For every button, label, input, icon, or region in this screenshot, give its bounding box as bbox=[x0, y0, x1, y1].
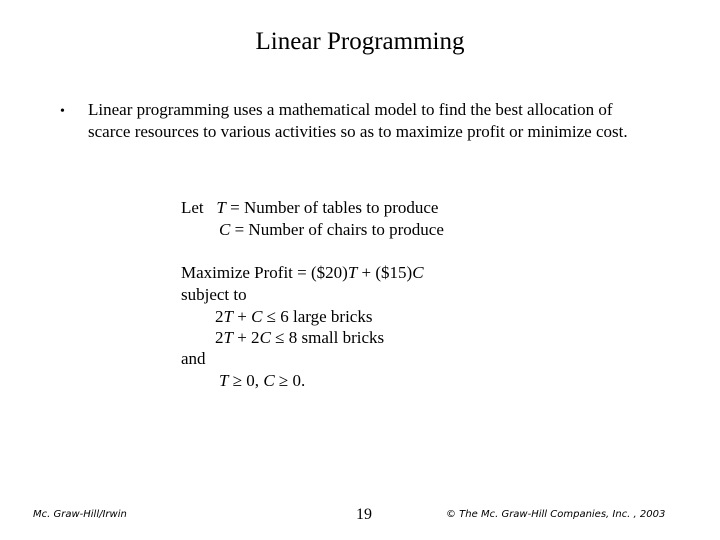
definition-tables bbox=[181, 197, 438, 219]
c2-var-t: T bbox=[223, 328, 233, 347]
c1-rest: ≤ 6 large bricks bbox=[262, 307, 373, 326]
and-label: and bbox=[181, 349, 206, 368]
c1-coef: 2 bbox=[215, 307, 224, 326]
bullet-line-1: Linear programming uses a mathematical model to find the best allocation of bbox=[88, 100, 613, 119]
footer-publisher: Mc. Graw-Hill/Irwin bbox=[33, 509, 127, 520]
c1-var-t: T bbox=[223, 307, 233, 326]
c2-rest: ≤ 8 small bricks bbox=[270, 328, 385, 347]
t-definition: = Number of tables to produce bbox=[225, 198, 439, 217]
subject-to-label: subject to bbox=[181, 285, 247, 304]
nn-var-c: C bbox=[263, 371, 275, 390]
objective-var-t: T bbox=[347, 263, 358, 282]
let-word: Let bbox=[181, 198, 204, 217]
bullet-marker: • bbox=[60, 104, 65, 119]
nonnegativity-constraint bbox=[219, 370, 305, 392]
var-c: C bbox=[219, 220, 231, 239]
objective-function bbox=[181, 262, 424, 284]
c2-coef: 2 bbox=[215, 328, 224, 347]
c1-var-c: C bbox=[251, 307, 263, 326]
var-t: T bbox=[216, 198, 226, 217]
nn-var-t: T bbox=[219, 371, 229, 390]
footer-copyright: © The Mc. Graw-Hill Companies, Inc. , 2003 bbox=[446, 509, 666, 520]
definition-chairs bbox=[219, 219, 444, 241]
objective-mid: + ($15) bbox=[357, 263, 413, 282]
objective-var-c: C bbox=[412, 263, 424, 282]
c1-plus: + bbox=[232, 307, 252, 326]
page-number: 19 bbox=[356, 506, 372, 523]
nn-mid: ≥ 0, bbox=[228, 371, 264, 390]
bullet-text bbox=[88, 99, 688, 143]
constraint-large-bricks bbox=[215, 306, 372, 328]
bullet-line-2: scarce resources to various activities so as to maximize profit or minimize cost. bbox=[88, 122, 628, 141]
c-definition: = Number of chairs to produce bbox=[230, 220, 444, 239]
c2-var-c: C bbox=[259, 328, 271, 347]
constraint-small-bricks bbox=[215, 327, 384, 349]
nn-rest: ≥ 0. bbox=[274, 371, 306, 390]
c2-plus: + 2 bbox=[232, 328, 260, 347]
objective-prefix: Maximize Profit = ($20) bbox=[181, 263, 348, 282]
slide-title: Linear Programming bbox=[255, 28, 465, 55]
